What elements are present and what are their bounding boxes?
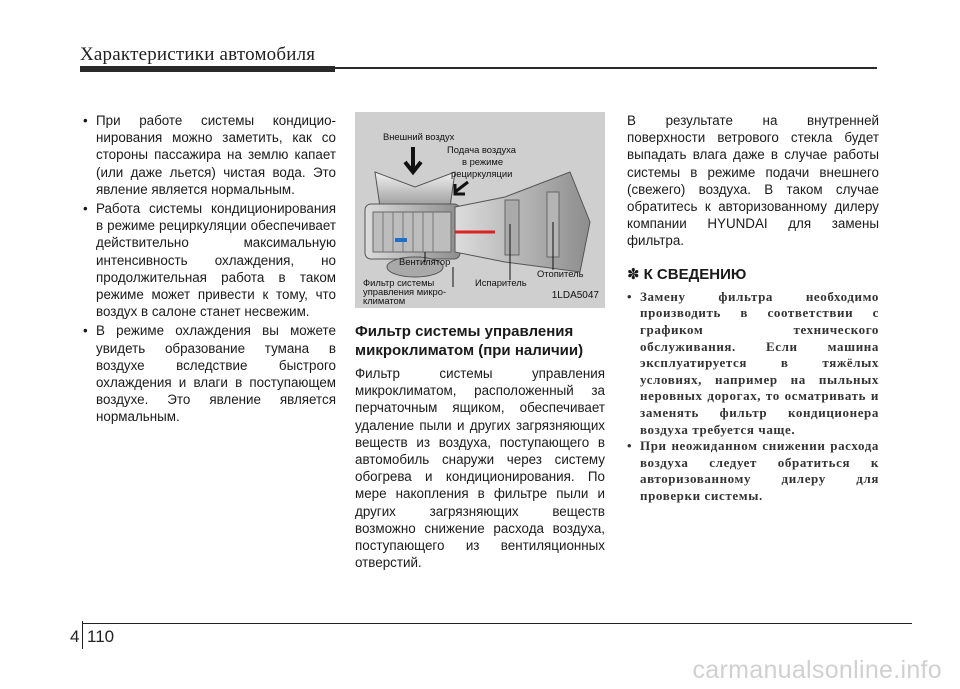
note-item: • Работа системы кондиционирования в режиме рециркуляции обеспечивает действительно максимальную интенсивность охлаждения, но продолжительная работа в таком режиме может привести к тому, что воздух в салоне станет несвежим. [80, 200, 336, 320]
label-evaporator: Испаритель [475, 277, 527, 288]
figure-code: 1LDA5047 [551, 289, 599, 301]
header-rule-accent [80, 66, 335, 72]
info-star-icon: ✽ [627, 265, 640, 283]
info-heading-text: К СВЕДЕНИЮ [643, 265, 747, 283]
column-middle [355, 112, 605, 571]
label-filter-1: Фильтр системы [363, 277, 435, 288]
footer-separator [82, 621, 83, 649]
label-filter-2: управления микро- [363, 286, 447, 297]
column-right [627, 112, 879, 505]
watermark: carmanualsonline.info [692, 656, 942, 684]
section-body: Фильтр системы управления микроклиматом, расположенный за перчаточным ящиком, обеспечивает удаление пыли и других загрязняющих веществ из воздуха, поступающего в автомобиль снаружи через систему обогрева и кондиционирования. По мере накопления в фильтре пыли и других загрязняющих веществ возможно снижение расхода воздуха, поступающего из вентиляционных отверстий. [355, 366, 605, 571]
chapter-number: 4 [70, 627, 80, 646]
notes-list [80, 112, 336, 426]
continuation-paragraph: В результате на внутренней поверхности ветрового стекла будет выпадать влага даже в случае работы системы в режиме подачи внешнего (свежего) воздуха. В таком случае обратитесь к авторизованному дилеру компании HYUNDAI для замены фильтра. [627, 113, 879, 249]
label-recirc-2: в режиме [462, 156, 504, 167]
column-left [80, 112, 336, 428]
section-title: Фильтр системы управления микроклиматом (при наличии) [355, 323, 584, 359]
info-list [627, 289, 879, 505]
label-fan: Вентилятор [399, 256, 451, 267]
label-recirc-3: рециркуляции [451, 168, 513, 179]
label-heater: Отопитель [537, 268, 584, 279]
label-outside-air: Внешний воздух [383, 131, 455, 142]
note-item: • При работе системы кондиционирования можно заметить, как со стороны пассажира на землю капает (или даже льется) чистая вода. Это явление является нормальным. [80, 112, 336, 198]
label-recirc-1: Подача воздуха [447, 144, 516, 155]
climate-filter-diagram [355, 112, 605, 308]
footer-rule [82, 623, 912, 624]
note-item: • В режиме охлаждения вы можете увидеть образование тумана в воздухе вследствие быстрого охлаждения и влаги в поступающем воздухе. Это явление является нормальным. [80, 322, 336, 425]
page-header-title: Характеристики автомобиля [80, 44, 316, 65]
label-filter-3: климатом [363, 295, 406, 306]
info-item: • Замену фильтра необходимо производить в соответствии с графиком технического обслуживания. Если машина эксплуатируется в тяжёлых условиях, например на пыльных неровных дорогах, то осматривать и заменять фильтр кондиционера воздуха требуется чаще. [627, 289, 879, 438]
info-heading [627, 266, 879, 283]
page-number: 110 [87, 627, 115, 646]
info-item: • При неожиданном снижении расхода воздуха следует обратиться к авторизованному дилеру для проверки системы. [627, 438, 879, 504]
